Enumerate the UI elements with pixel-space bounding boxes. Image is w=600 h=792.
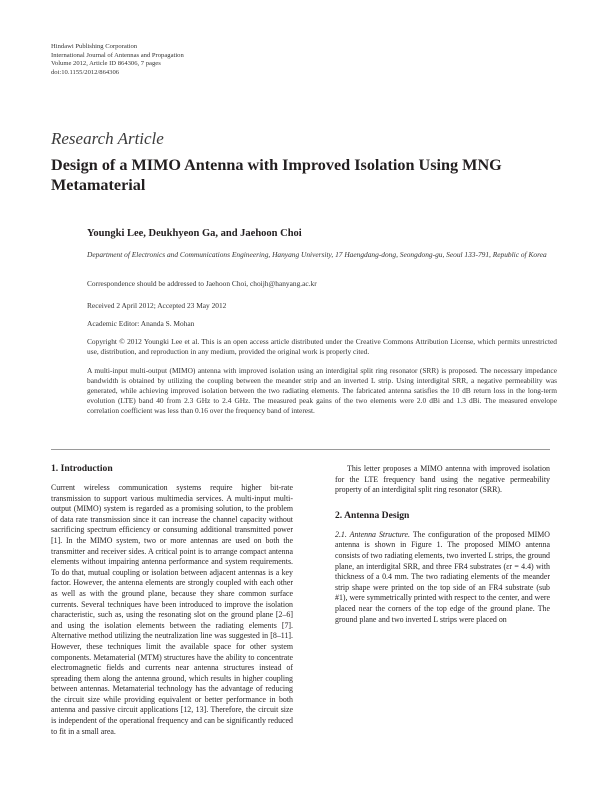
publisher-line: Hindawi Publishing Corporation <box>51 43 138 50</box>
introduction-heading: 1. Introduction <box>51 463 113 474</box>
antenna-structure-text: The configuration of the proposed MIMO antenna is shown in Figure 1. The proposed MIMO antenna consists of two radiating elements, two inverted L strips, the ground plane, an interdigital SRR, and three FR4 substrates (εr = 4.4) with thickness of a 0.4 mm. The two radiating elements of the meander strip shape were printed on the top side of an FR4 substrate (sub #1), were symmetrically printed with respect to the center, and were placed near the corners of the top edge of the ground plane. The ground plane and two inverted L strips were placed on <box>335 529 551 624</box>
article-type: Research Article <box>51 129 164 148</box>
paper-title: Design of a MIMO Antenna with Improved Isolation Using MNG Metamaterial <box>51 156 502 194</box>
journal-line: International Journal of Antennas and Propagation <box>51 51 184 59</box>
volume-line: Volume 2012, Article ID 864306, 7 pages <box>51 60 161 68</box>
abstract: A multi-input multi-output (MIMO) antenna with improved isolation using an interdigital split ring resonator (SRR) is proposed. The necessary impedance bandwidth is obtained by utilizing the coupling between the meander strip and an inverted L strip. Using interdigital SRR, a negative permeability was generated, while achieving improved isolation between the two radiating elements. The fabricated antenna satisfies the 10 dB return loss in the long-term evolution (LTE) band 40 from 2.3 GHz to 2.4 GHz. The measured peak gains of the two elements were 2.0 dBi and 1.3 dBi. The measured envelope correlation coefficient was less than 0.16 over the frequency band of interest. <box>87 366 557 415</box>
correspondence: Correspondence should be addressed to Jaehoon Choi, choijh@hanyang.ac.kr <box>87 279 317 288</box>
received-dates: Received 2 April 2012; Accepted 23 May 2012 <box>87 301 227 310</box>
academic-editor: Academic Editor: Ananda S. Mohan <box>87 319 195 328</box>
left-column <box>51 463 293 737</box>
right-column <box>335 464 550 625</box>
doi-line: doi:10.1155/2012/864306 <box>51 68 120 76</box>
authors: Youngki Lee, Deukhyeon Ga, and Jaehoon Choi <box>87 228 302 239</box>
introduction-paragraph: Current wireless communication systems require higher bit-rate transmission to support various multimedia services. A multi-input multi-output (MIMO) system is regarded as a promising solution, to the problem of data rate transmission since it can increase the channel capacity without sacrificing spectrum efficiency or consuming additional transmitted power [1]. In the MIMO system, two or more antennas are used on both the transmitter and receiver sides. A critical point is to arrange compact antenna elements without impairing antenna performance and system requirements. To do that, mutual coupling or isolation between adjacent antennas is a key factor. However, the antenna elements are strongly coupled with each other as well as with the ground plane, because they share common surface currents. Several techniques have been introduced to improve the isolation characteristic, such as, using the resonating slot on the ground plane [2–6] and using the isolation elements between the radiating elements [7]. Alternative method utilizing the neutralization line was suggested in [8–11]. However, these techniques limit the available space for other system components. Metamaterial (MTM) structures have the ability to concentrate electromagnetic fields and currents near antenna structures instead of spreading them along the antenna ground, which results in higher coupling between antennas. Metamaterial technology has the advantage of reducing the circuit size while providing equivalent or better performance in both antenna and passive circuit applications [12, 13]. Therefore, the circuit size is independent of the operational frequency and can be significantly reduced to fit in a small area. <box>51 483 293 736</box>
copyright-notice: Copyright © 2012 Youngki Lee et al. This is an open access article distributed under the Creative Commons Attribution License, which permits unrestricted use, distribution, and reproduction in any medium, provided the original work is properly cited. <box>87 337 557 356</box>
affiliation: Department of Electronics and Communications Engineering, Hanyang University, 17 Haengdang-dong, Seongdong-gu, Seoul 133-791, Republic of Korea <box>87 250 547 259</box>
antenna-structure-paragraph <box>335 530 550 625</box>
section-divider <box>51 449 550 450</box>
introduction-paragraph-2: This letter proposes a MIMO antenna with improved isolation for the LTE frequency band using the negative permeability property of an interdigital split ring resonator (SRR). <box>335 464 550 495</box>
antenna-design-heading: 2. Antenna Design <box>335 509 410 521</box>
antenna-structure-subheading: 2.1. Antenna Structure. <box>335 529 410 539</box>
journal-header <box>51 43 184 77</box>
